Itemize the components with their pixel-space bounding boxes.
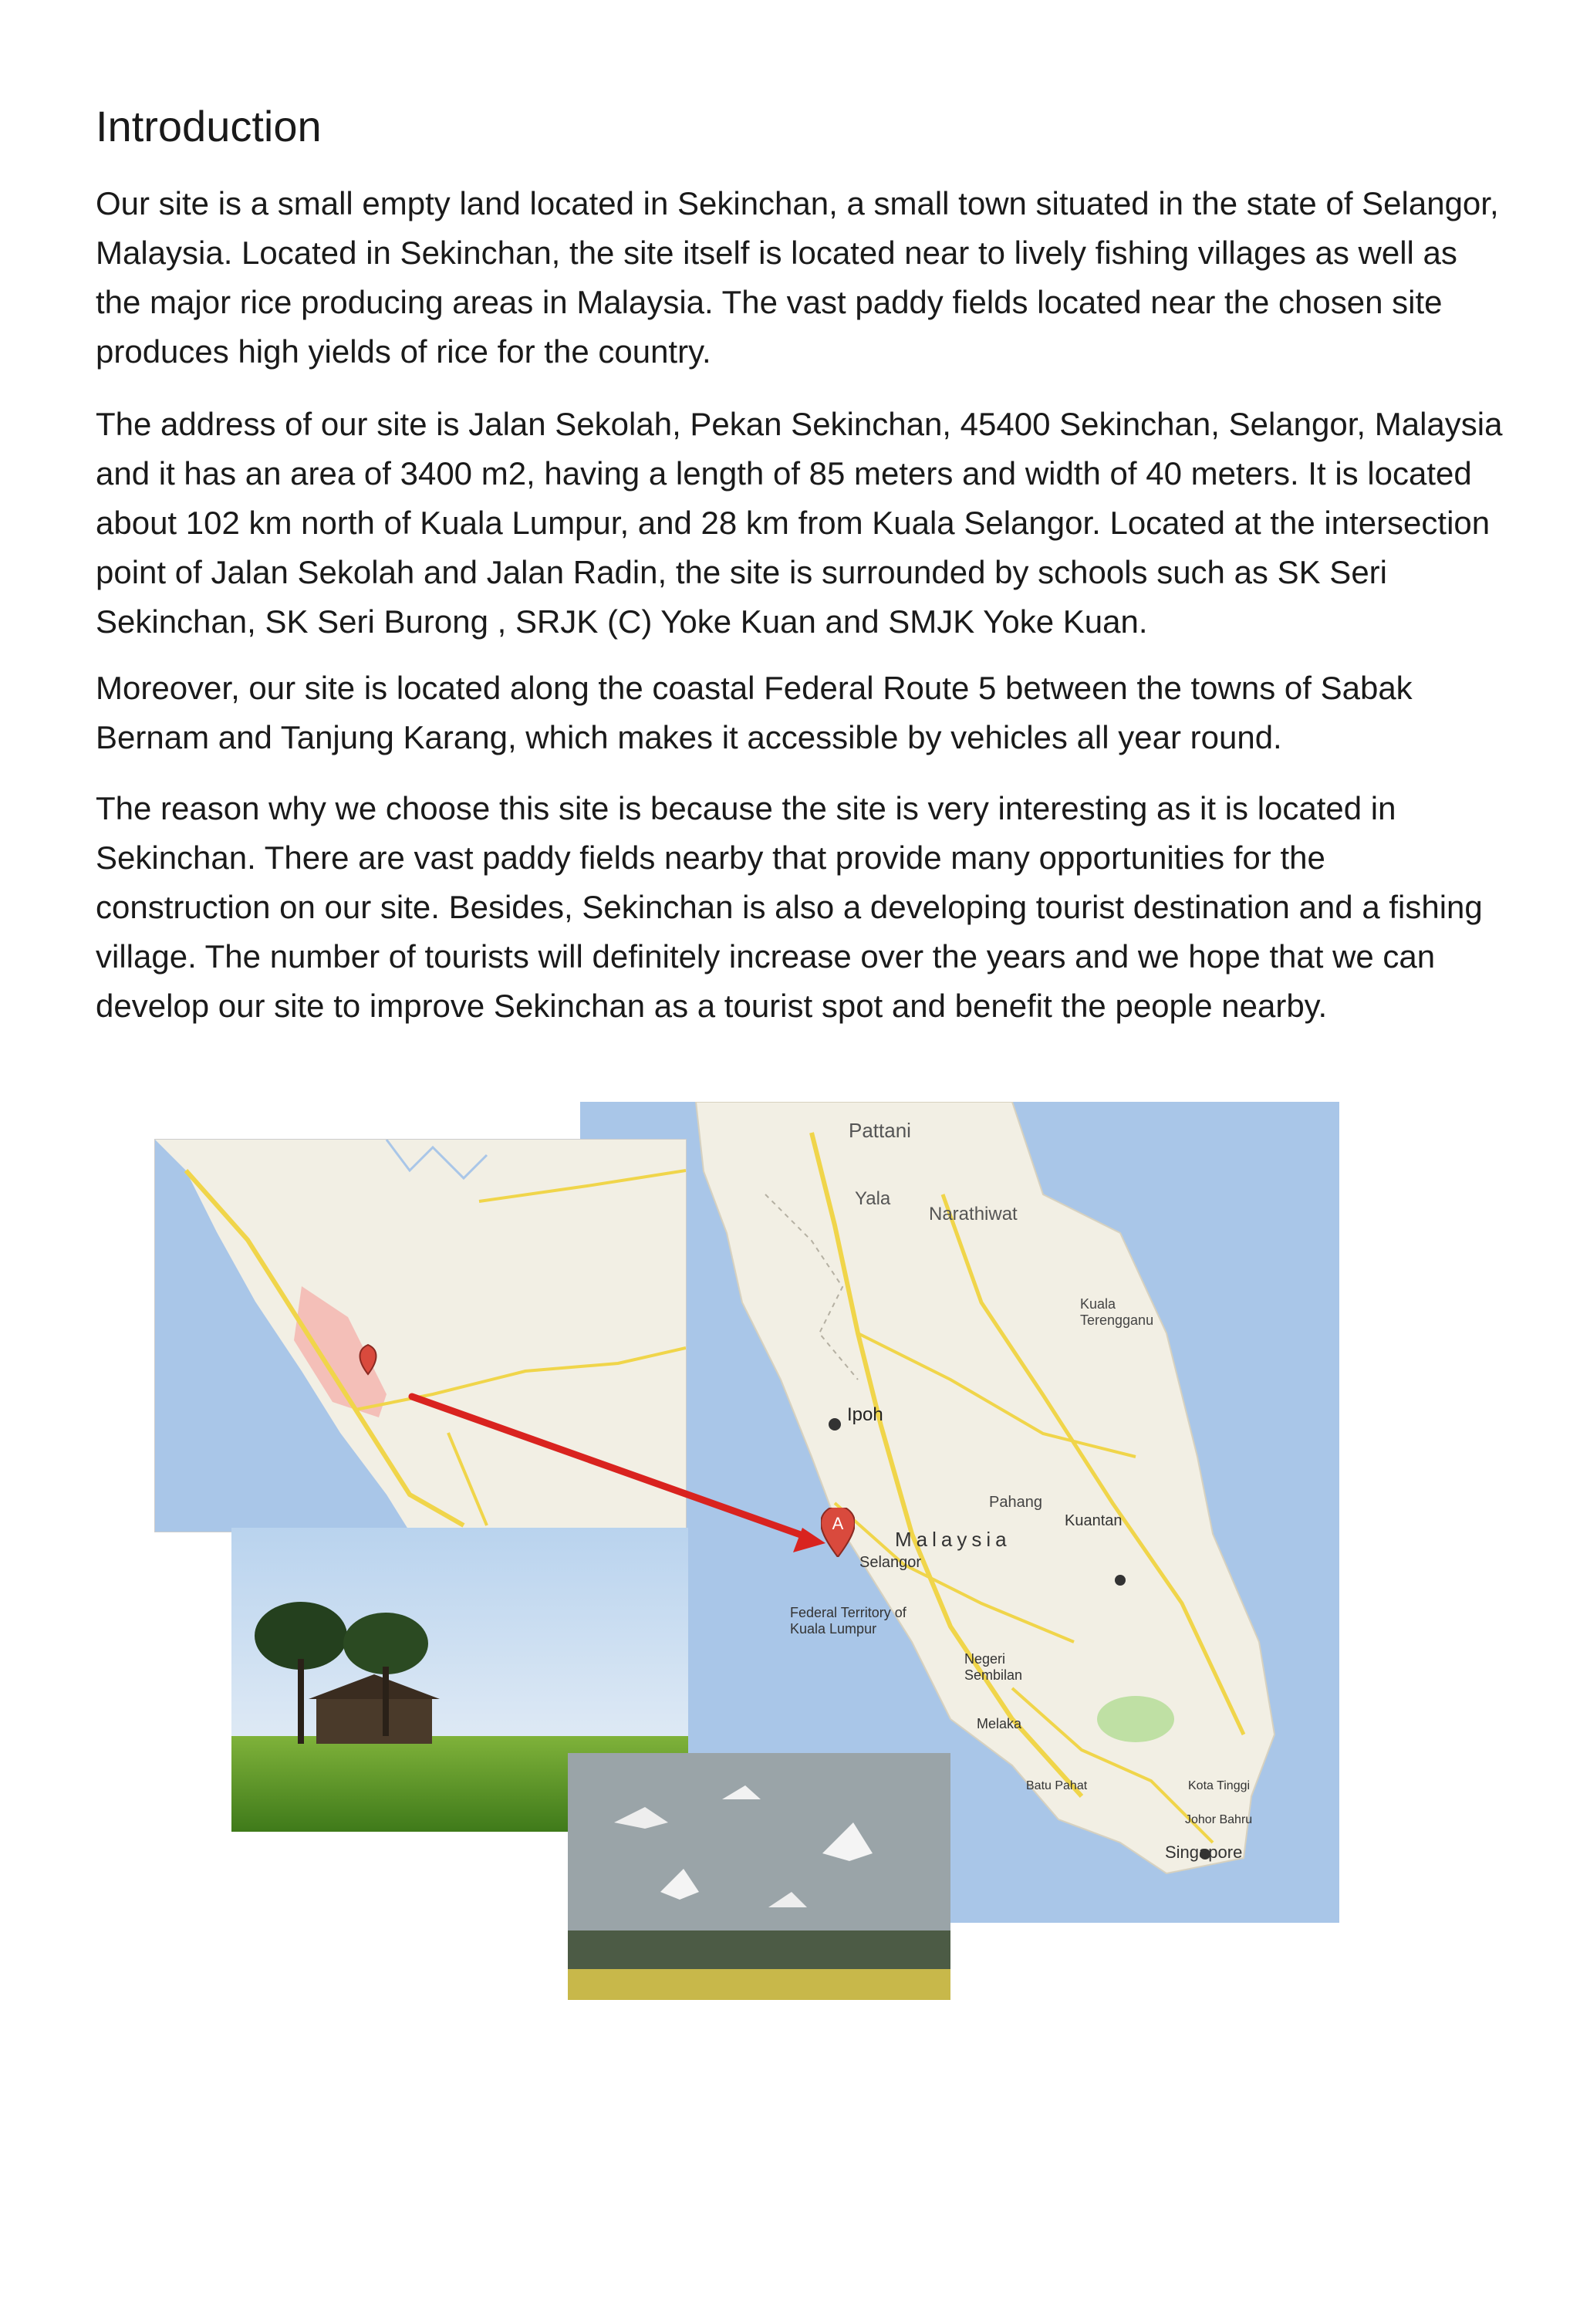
paragraph-accessibility: Moreover, our site is located along the coastal Federal Route 5 between the towns of Sabak Bernam and Tanjung Karang, which makes it accessible by vehicles all year round. [96, 670, 1413, 755]
sekinchan-inset-map [154, 1139, 687, 1532]
map-label-malaysia: Malaysia [895, 1528, 1011, 1551]
map-label-selangor: Selangor [859, 1554, 922, 1571]
map-label-singapore: Singapore [1165, 1843, 1243, 1862]
map-label-ipoh: Ipoh [847, 1404, 883, 1425]
map-marker-letter: A [832, 1514, 844, 1533]
paragraph-site-address: The address of our site is Jalan Sekolah, Pekan Sekinchan, 45400 Sekinchan, Selangor, Malaysia and it has an area of 3400 m2, having a length of 85 meters and width of 40 meters. It is located about 102 km north of Kuala Lumpur, and 28 km from Kuala Selangor. Located at the intersection point of Jalan Sekolah and Jalan Radin, the site is surrounded by schools such as SK Seri Sekinchan, SK Seri Burong , SRJK (C) Yoke Kuan and SMJK Yoke Kuan. [96, 406, 1503, 640]
map-marker-icon [821, 1508, 855, 1557]
paragraph-site-reason: The reason why we choose this site is because the site is very interesting as it is located in Sekinchan. There are vast paddy fields nearby that provide many opportunities for the construction on our site. Besides, Sekinchan is also a developing tourist destination and a fishing village. The number of tourists will definitely increase over the years and we hope that we can develop our site to improve Sekinchan as a tourist spot and benefit the people nearby. [96, 790, 1483, 1024]
map-label-yala: Yala [855, 1188, 891, 1209]
map-label-kuantan: Kuantan [1065, 1512, 1123, 1529]
egrets-paddy-photo [568, 1753, 950, 2324]
map-label-kuala-lumpur: Federal Territory of Kuala Lumpur [790, 1605, 906, 1637]
paragraph-site-overview: Our site is a small empty land located in Sekinchan, a small town situated in the state of Selangor, Malaysia. Located in Sekinchan, the site itself is located near to lively fishing villages as well as the major rice producing areas in Malaysia. The vast paddy fields located near the chosen site produces high yields of rice for the country. [96, 185, 1499, 370]
location-collage [0, 1096, 1580, 2022]
map-label-negeri-sembilan: Negeri Sembilan [964, 1651, 1023, 1683]
map-label-kuala-terengganu: Kuala Terengganu [1080, 1296, 1154, 1328]
map-label-narathiwat: Narathiwat [929, 1204, 1018, 1224]
map-label-kota-tinggi: Kota Tinggi [1188, 1779, 1251, 1792]
map-label-melaka: Melaka [977, 1716, 1022, 1731]
map-label-batu-pahat: Batu Pahat [1026, 1779, 1088, 1792]
section-heading: Introduction [96, 102, 322, 150]
map-label-pattani: Pattani [849, 1119, 911, 1142]
map-label-pahang: Pahang [989, 1494, 1042, 1511]
map-label-johor-bahru: Johor Bahru [1185, 1813, 1253, 1826]
